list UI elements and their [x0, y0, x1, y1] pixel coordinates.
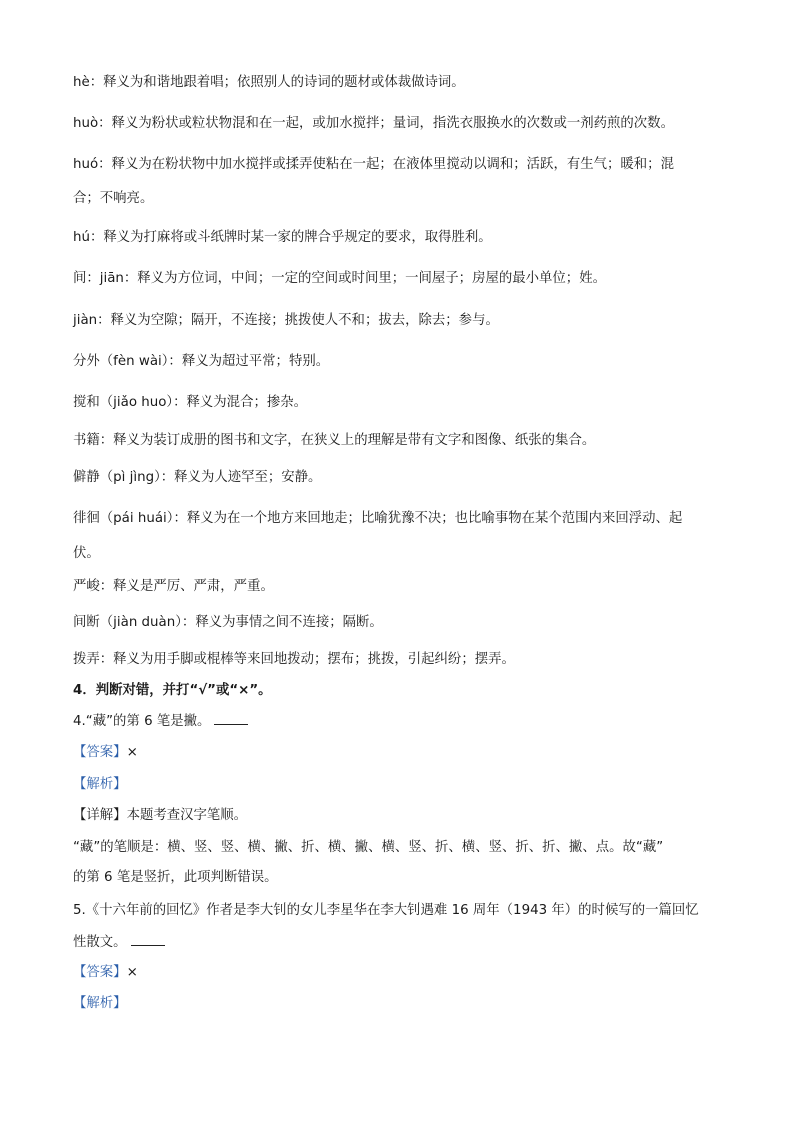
definition-huo2-part2: 合；不响亮。: [73, 191, 154, 206]
definition-pijing: 僻静（pì jìng）：释义为人迹罕至；安静。: [73, 470, 322, 485]
answer-tag: 【答案】: [73, 965, 127, 980]
detail-tag: 【详解】: [73, 808, 127, 823]
answer-blank: [131, 933, 165, 946]
definition-jianduan: 间断（jiàn duàn）：释义为事情之间不连接；隔断。: [73, 615, 383, 630]
question-5-answer: [73, 963, 138, 983]
question-4-analysis-tag: 【解析】: [73, 777, 127, 792]
question-4: [73, 712, 248, 732]
definition-he: hè：释义为和谐地跟着唱；依照别人的诗词的题材或体裁做诗词。: [73, 75, 465, 90]
question-5-part1: 5.《十六年前的回忆》作者是李大钊的女儿李星华在李大钊遇难 16 周年（1943 年）的时候写的一篇回忆: [73, 903, 699, 918]
definition-yanjun: 严峻：释义是严厉、严肃，严重。: [73, 579, 274, 594]
question-5-text: 性散文。: [73, 935, 127, 950]
section-4-title: 4．判断对错，并打“√”或“×”。: [73, 683, 272, 698]
question-4-explanation-part1: “藏”的笔顺是：横、竖、竖、横、撇、折、横、撇、横、竖、折、横、竖、折、折、撇、点。故“藏”: [73, 840, 664, 855]
detail-text: 本题考查汉字笔顺。: [126, 808, 248, 823]
definition-jian4: jiàn：释义为空隙；隔开，不连接；挑拨使人不和；拔去，除去；参与。: [73, 313, 499, 328]
definition-hu: hú：释义为打麻将或斗纸牌时某一家的牌合乎规定的要求，取得胜利。: [73, 230, 492, 245]
answer-value: ×: [126, 965, 138, 980]
definition-fenwai: 分外（fèn wài）：释义为超过平常；特别。: [73, 354, 330, 369]
definition-jiaohuo: 搅和（jiǎo huo）：释义为混合；掺杂。: [73, 395, 308, 410]
question-5-analysis-tag: 【解析】: [73, 996, 127, 1011]
question-4-answer: [73, 743, 138, 763]
definition-shuji: 书籍：释义为装订成册的图书和文字，在狭义上的理解是带有文字和图像、纸张的集合。: [73, 433, 596, 448]
question-5-part2: [73, 933, 165, 953]
definition-bonong: 拨弄：释义为用手脚或棍棒等来回地拨动；摆布；挑拨，引起纠纷；摆弄。: [73, 652, 515, 667]
definition-huo2-part1: huó：释义为在粉状物中加水搅拌或揉弄使粘在一起；在液体里搅动以调和；活跃，有生气；暖和；混: [73, 157, 674, 172]
question-4-text: 4.“藏”的第 6 笔是撇。: [73, 714, 211, 729]
answer-value: ×: [126, 745, 138, 760]
definition-jian1: 间：jiān：释义为方位词，中间；一定的空间或时间里；一间屋子；房屋的最小单位；姓。: [73, 271, 606, 286]
question-4-detail: [73, 806, 247, 826]
question-4-explanation-part2: 的第 6 笔是竖折，此项判断错误。: [73, 870, 278, 885]
answer-tag: 【答案】: [73, 745, 127, 760]
definition-paihuai-part2: 伏。: [73, 546, 100, 561]
answer-blank: [214, 712, 248, 725]
definition-huo4: huò：释义为粉状或粒状物混和在一起，或加水搅拌；量词，指洗衣服换水的次数或一剂药煎的次数。: [73, 116, 674, 131]
definition-paihuai-part1: 徘徊（pái huái）：释义为在一个地方来回地走；比喻犹豫不决；也比喻事物在某个范围内来回浮动、起: [73, 511, 683, 526]
